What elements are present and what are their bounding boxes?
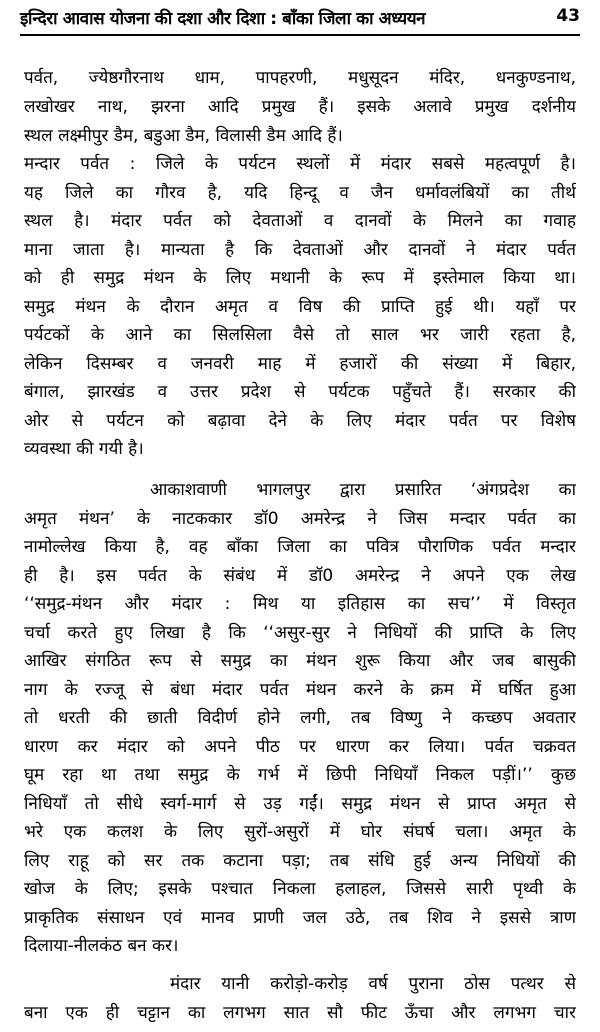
body-line: बंगाल, झारखंड व उत्तर प्रदेश से पर्यटक पहुँचते हैं। सरकार की: [24, 382, 576, 402]
header-divider: [20, 34, 580, 36]
body-line: प्राकृतिक संसाधन एवं मानव प्राणी जल उठे, तब शिव ने इससे त्राण: [24, 908, 576, 928]
body-line: पर्यटकों के आने का सिलसिला वैसे तो साल भर जारी रहता है,: [24, 325, 576, 345]
body-line: ओर से पर्यटन को बढ़ावा देने के लिए मंदार पर्वत पर विशेष: [24, 411, 576, 431]
running-header-title: इन्दिरा आवास योजना की दशा और दिशा : बाँका जिला का अध्ययन: [20, 9, 426, 29]
body-line: स्थल लक्ष्मीपुर डैम, बडुआ डैम, विलासी डैम आदि हैं।: [24, 126, 343, 146]
body-line: तो धरती की छाती विदीर्ण होने लगी, तब विष्णु ने कच्छप अवतार: [24, 708, 576, 728]
body-line: मंदार यानी करोड़ो-करोड़ वर्ष पुराना ठोस पत्थर से: [170, 974, 576, 994]
body-line: दिलाया-नीलकंठ बन कर।: [24, 936, 179, 956]
body-line: स्थल है। मंदार पर्वत को देवताओं व दानवों के मिलने का गवाह: [24, 211, 576, 231]
body-line: पर्वत, ज्येष्ठगौरनाथ धाम, पापहरणी, मधुसूदन मंदिर, धनकुण्डनाथ,: [24, 68, 576, 88]
body-line: लेकिन दिसम्बर व जनवरी माह में हजारों की संख्या में बिहार,: [24, 354, 576, 374]
body-line: भरे एक कलश के लिए सुरों-असुरों में घोर संघर्ष चला। अमृत के: [24, 822, 576, 842]
body-line: लिए राहू को सर तक कटाना पड़ा; तब संधि हुई अन्य निधियों की: [24, 851, 576, 871]
body-line: लखोखर नाथ, झरना आदि प्रमुख हैं। इसके अलावे प्रमुख दर्शनीय: [24, 97, 576, 117]
body-line: ‘‘समुद्र-मंथन और मंदार : मिथ या इतिहास का सच’’ में विस्तृत: [24, 594, 576, 614]
body-line: धारण कर मंदार को अपने पीठ पर धारण कर लिया। पर्वत चक्रवत: [24, 737, 576, 757]
body-line: घूम रहा था तथा समुद्र के गर्भ में छिपी निधियाँ निकल पड़ीं।’’ कुछ: [24, 765, 576, 785]
body-line: बना एक ही चट्टान का लगभग सात सौ फीट ऊँचा और लगभग चार: [24, 1003, 576, 1023]
page-number: 43: [556, 6, 580, 26]
body-line: यह जिले का गौरव है, यदि हिन्दू व जैन धर्मावलंबियों का तीर्थ: [24, 183, 576, 203]
body-line: व्यवस्था की गयी है।: [24, 439, 144, 459]
body-line: खोज के लिए; इसके पश्चात निकला हलाहल, जिससे सारी पृथ्वी के: [24, 879, 576, 899]
body-line: मन्दार पर्वत : जिले के पर्यटन स्थलों में मंदार सबसे महत्वपूर्ण है।: [24, 154, 576, 174]
body-line: माना जाता है। मान्यता है कि देवताओं और दानवों ने मंदार पर्वत: [24, 240, 576, 260]
body-line: को ही समुद्र मंथन के लिए मथानी के रूप में इस्तेमाल किया था।: [24, 268, 576, 288]
body-line: आखिर संगठित रूप से समुद्र का मंथन शुरू किया और जब बासुकी: [24, 651, 576, 671]
body-line: आकाशवाणी भागलपुर द्वारा प्रसारित ‘अंगप्रदेश का: [150, 480, 576, 500]
running-header: [20, 6, 580, 32]
body-line: नामोल्लेख किया है, वह बाँका जिला का पवित्र पौराणिक पर्वत मन्दार: [24, 537, 576, 557]
body-line: समुद्र मंथन के दौरान अमृत व विष की प्राप्ति हुई थी। यहाँ पर: [24, 297, 576, 317]
body-line: नाग के रज्जू से बंधा मंदार पर्वत मंथन करने के क्रम में घर्षित हुआ: [24, 680, 576, 700]
body-line: निधियाँ तो सीधे स्वर्ग-मार्ग से उड़ गईं। समुद्र मंथन से प्राप्त अमृत से: [24, 794, 576, 814]
body-line: अमृत मंथन’ के नाटककार डॉ0 अमरेन्द्र ने जिस मन्दार पर्वत का: [24, 509, 576, 529]
body-line: चर्चा करते हुए लिखा है कि ‘‘असुर-सुर ने निधियों की प्राप्ति के लिए: [24, 623, 576, 643]
body-line: ही है। इस पर्वत के संबंध में डॉ0 अमरेन्द्र ने अपने एक लेख: [24, 566, 576, 586]
